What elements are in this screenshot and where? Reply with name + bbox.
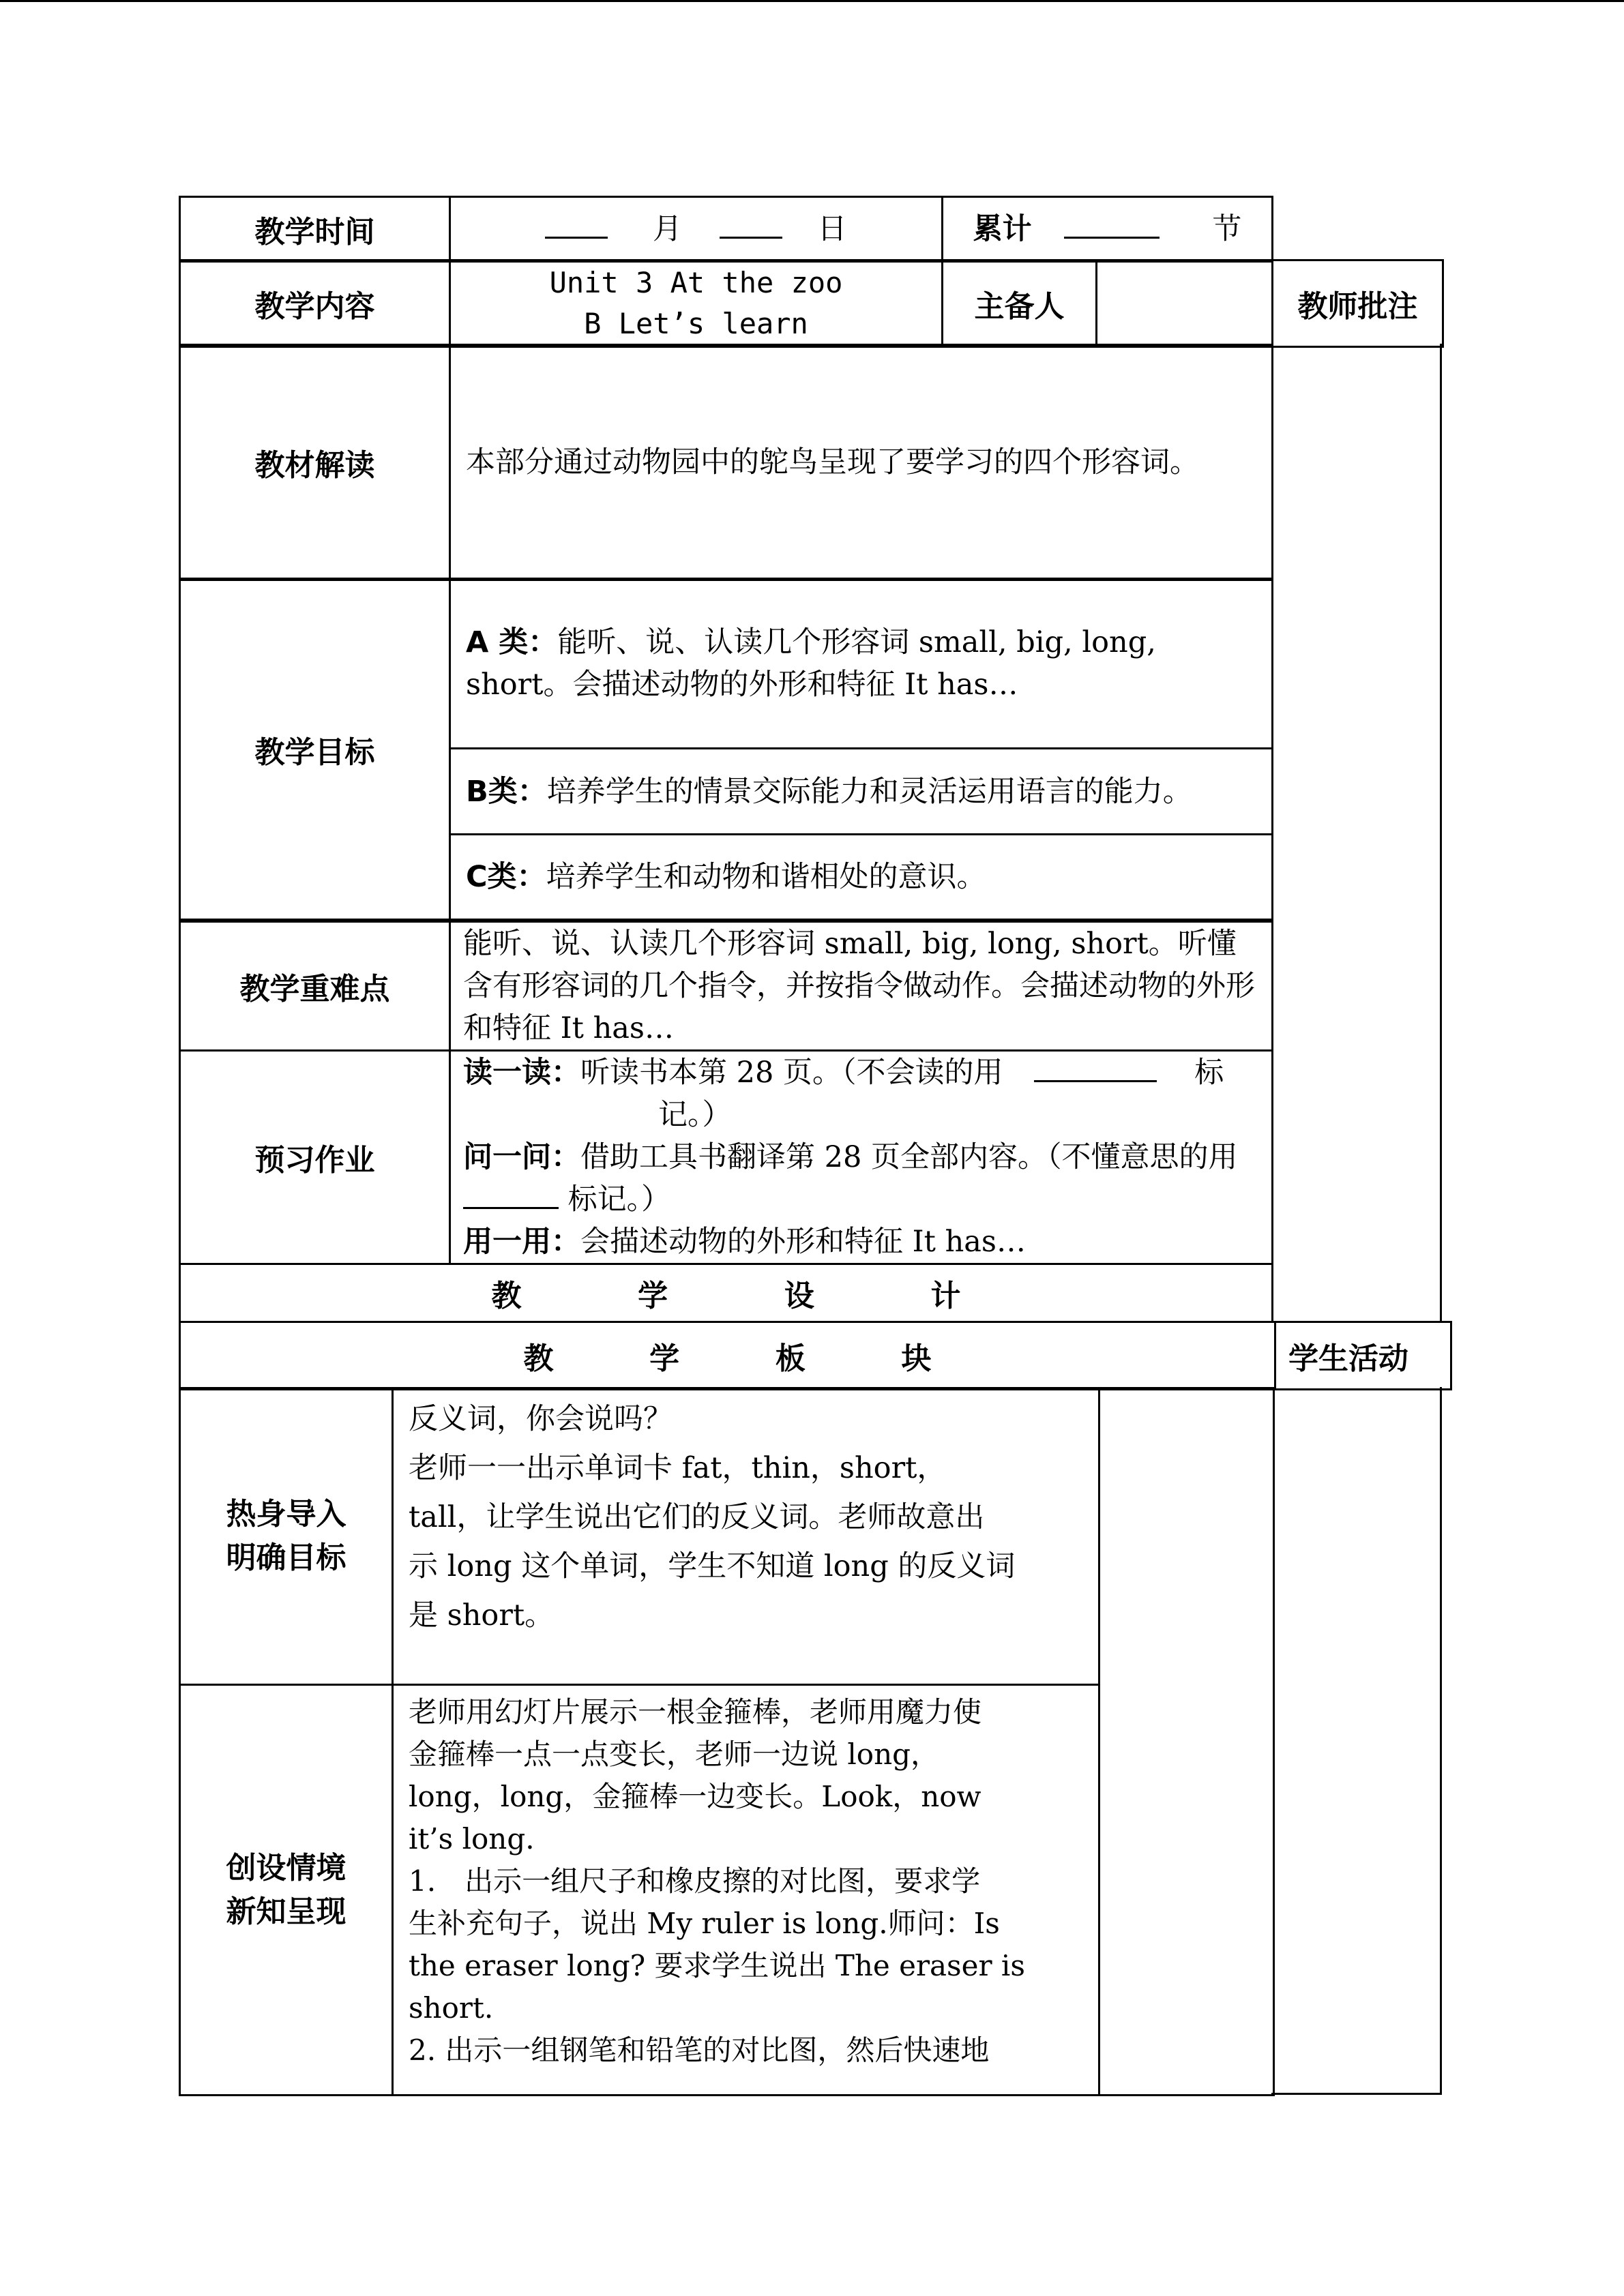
activities-table (179, 1387, 1275, 2096)
warmup-line-5: 是 short。 (409, 1598, 555, 1632)
situation-line-6: 生补充句子，说出 My ruler is long.师问：Is (409, 1907, 1000, 1940)
lesson-plan-top-table (179, 196, 1273, 263)
warmup-label-line1: 热身导入 (226, 1497, 346, 1532)
month-blank[interactable] (545, 209, 608, 239)
teaching-time-label: 教学时间 (180, 197, 450, 262)
situation-line-8: short. (409, 1991, 494, 2025)
goal-c (450, 835, 1273, 920)
month-char: 月 (652, 212, 682, 246)
total-lessons-field[interactable] (943, 197, 1273, 262)
preview-use-line (463, 1221, 1259, 1263)
goals-table (179, 578, 1273, 921)
preview-ask-tail: 标记。） (567, 1182, 671, 1217)
teacher-note-label: 教师批注 (1273, 260, 1443, 347)
situation-line-9: 2. 出示一组钢笔和铅笔的对比图，然后快速地 (409, 2033, 990, 2067)
day-char: 日 (817, 212, 847, 246)
key-difficult-points-label: 教学重难点 (180, 922, 450, 1051)
read-mark-blank[interactable] (1034, 1054, 1157, 1082)
warmup-label (180, 1388, 393, 1685)
design-char-2: 学 (638, 1279, 668, 1313)
design-char-1: 教 (491, 1279, 522, 1313)
preparer-value[interactable] (1097, 260, 1273, 347)
preview-read-mark: 标 (1194, 1056, 1224, 1090)
preview-read-line (463, 1052, 1259, 1094)
module-char-3: 板 (775, 1341, 806, 1376)
teaching-modules-header (180, 1322, 1275, 1390)
teaching-design-title (180, 1264, 1273, 1322)
lesson-plan-middle-table (179, 344, 1273, 581)
day-blank[interactable] (720, 209, 782, 239)
warmup-line-4: 示 long 这个单词，学生不知道 long 的反义词 (409, 1549, 1016, 1583)
preview-read-text: 听读书本第 28 页。（不会读的用 (580, 1056, 1003, 1090)
page-top-rule (0, 0, 1624, 2)
design-table (179, 1321, 1452, 1390)
situation-label-line2: 新知呈现 (226, 1894, 346, 1929)
design-notes-column[interactable] (1271, 1387, 1442, 2095)
total-blank[interactable] (1064, 209, 1160, 239)
warmup-line-2: 老师一一出示单词卡 fat，thin，short， (409, 1451, 947, 1485)
teaching-goals-label: 教学目标 (180, 579, 450, 920)
warmup-line-1: 反义词，你会说吗？ (409, 1402, 673, 1436)
situation-line-2: 金箍棒一点一点变长，老师一边说 long， (409, 1738, 940, 1771)
preview-homework-text (450, 1051, 1273, 1264)
goal-a-text: 能听、说、认读几个形容词 small, big, long, short。会描述动物的外形和特征 It has… (466, 625, 1156, 702)
situation-line-4: it’s long. (409, 1822, 535, 1855)
situation-label (180, 1685, 393, 2096)
keypoints-table (179, 921, 1273, 1323)
preview-ask-line (463, 1136, 1259, 1221)
student-activity-header: 学生活动 (1275, 1322, 1451, 1390)
goal-b (450, 749, 1273, 835)
student-activity-cell[interactable] (1099, 1388, 1274, 2096)
date-field[interactable] (450, 197, 943, 262)
teaching-content-label: 教学内容 (180, 260, 450, 347)
lesson-char: 节 (1212, 212, 1242, 246)
preview-use-text: 会描述动物的外形和特征 It has… (580, 1225, 1026, 1259)
warmup-line-3: tall，让学生说出它们的反义词。老师故意出 (409, 1500, 985, 1534)
preview-homework-label: 预习作业 (180, 1051, 450, 1264)
preview-ask-text: 借助工具书翻译第 28 页全部内容。（不懂意思的用 (580, 1140, 1238, 1174)
warmup-content (393, 1388, 1099, 1685)
goal-c-prefix: C类： (466, 860, 546, 894)
teacher-notes-column[interactable] (1270, 344, 1442, 1322)
design-char-4: 计 (930, 1279, 961, 1313)
material-analysis-label: 教材解读 (180, 345, 450, 580)
goal-b-text: 培养学生的情景交际能力和灵活运用语言的能力。 (546, 774, 1192, 809)
warmup-label-line2: 明确目标 (226, 1540, 346, 1575)
situation-line-3: long，long，金箍棒一边变长。Look，now (409, 1780, 981, 1813)
preview-ask-prefix: 问一问： (463, 1140, 580, 1174)
situation-line-7: the eraser long? 要求学生说出 The eraser is (409, 1949, 1025, 1982)
preview-use-prefix: 用一用： (463, 1225, 580, 1259)
unit-title-cell (450, 260, 943, 347)
situation-line-5: 1. 出示一组尺子和橡皮擦的对比图，要求学 (409, 1864, 981, 1898)
situation-content (393, 1685, 1099, 2096)
goal-c-text: 培养学生和动物和谐相处的意识。 (546, 860, 986, 894)
unit-title: Unit 3 At the zoo (549, 266, 843, 299)
preview-read-tail: 记。） (658, 1098, 732, 1132)
lesson-plan-main-table (179, 259, 1444, 348)
preparer-label: 主备人 (943, 260, 1097, 347)
situation-line-1: 老师用幻灯片展示一根金箍棒，老师用魔力使 (409, 1695, 982, 1729)
goal-a-prefix: A 类： (466, 625, 558, 659)
module-char-1: 教 (523, 1341, 554, 1376)
material-analysis-text: 本部分通过动物园中的鸵鸟呈现了要学习的四个形容词。 (450, 345, 1273, 580)
preview-read-prefix: 读一读： (463, 1056, 580, 1090)
goal-b-prefix: B类： (466, 774, 547, 809)
design-char-3: 设 (784, 1279, 814, 1313)
goal-a (450, 579, 1273, 749)
module-char-4: 块 (901, 1341, 932, 1376)
module-char-2: 学 (649, 1341, 680, 1376)
ask-mark-blank[interactable] (463, 1187, 559, 1209)
unit-subtitle: B Let’s learn (584, 307, 808, 340)
situation-label-line1: 创设情境 (226, 1850, 346, 1885)
total-label: 累计 (973, 212, 1032, 246)
key-difficult-points-text: 能听、说、认读几个形容词 small, big, long, short。听懂含有形容词的几个指令，并按指令做动作。会描述动物的外形和特征 It has… (450, 922, 1273, 1051)
